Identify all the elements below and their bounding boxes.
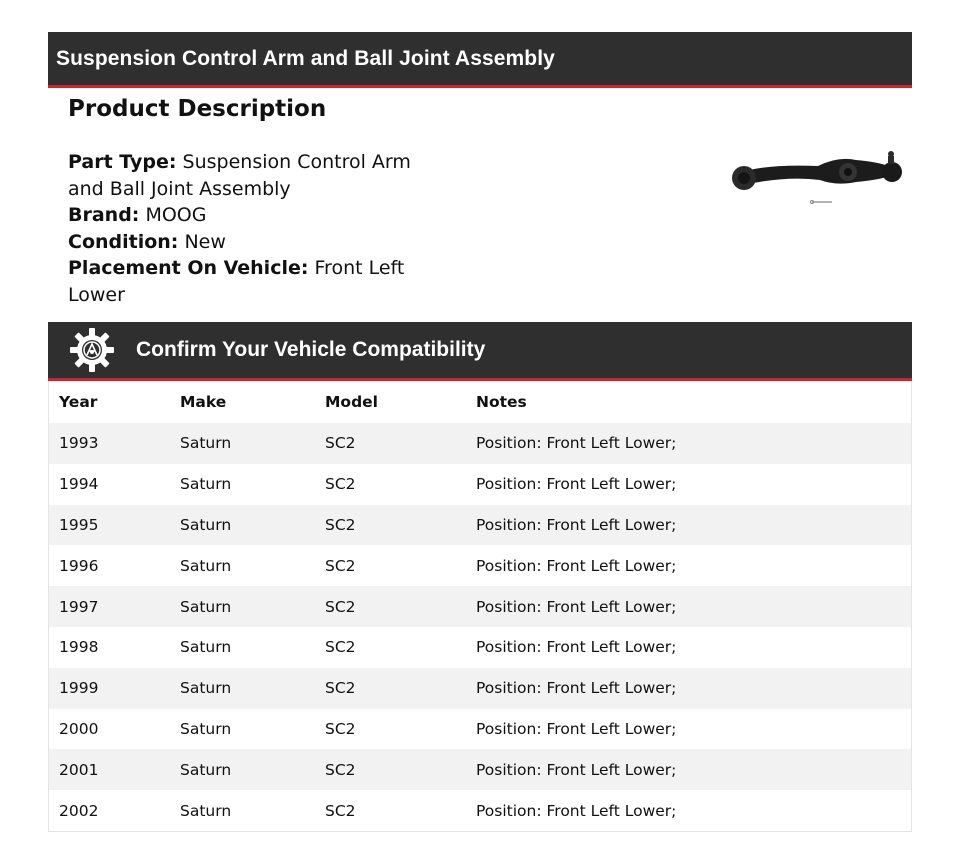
spec-label: Brand: bbox=[68, 204, 140, 226]
cell-make: Saturn bbox=[180, 679, 232, 698]
spec-brand bbox=[68, 202, 448, 229]
cell-year: 1995 bbox=[59, 515, 99, 534]
table-header-row bbox=[49, 381, 912, 423]
compatibility-table bbox=[48, 381, 912, 832]
table-row bbox=[49, 627, 912, 668]
cell-notes: Position: Front Left Lower; bbox=[476, 719, 677, 738]
cell-notes: Position: Front Left Lower; bbox=[476, 434, 677, 453]
cell-model: SC2 bbox=[325, 801, 356, 820]
spec-label: Placement On Vehicle: bbox=[68, 257, 309, 279]
cell-year: 2001 bbox=[59, 760, 99, 779]
cell-notes: Position: Front Left Lower; bbox=[476, 556, 677, 575]
cell-notes: Position: Front Left Lower; bbox=[476, 638, 677, 657]
cell-model: SC2 bbox=[325, 434, 356, 453]
cell-notes: Position: Front Left Lower; bbox=[476, 475, 677, 494]
compatibility-bar bbox=[48, 322, 912, 381]
cell-notes: Position: Front Left Lower; bbox=[476, 760, 677, 779]
gear-icon bbox=[68, 326, 116, 374]
cell-make: Saturn bbox=[180, 475, 232, 494]
column-header-year: Year bbox=[59, 393, 98, 411]
cell-year: 2000 bbox=[59, 719, 99, 738]
cell-make: Saturn bbox=[180, 556, 232, 575]
table-row bbox=[49, 749, 912, 790]
spec-part-type bbox=[68, 149, 448, 202]
spec-value: MOOG bbox=[145, 204, 207, 226]
cell-make: Saturn bbox=[180, 515, 232, 534]
table-row bbox=[49, 545, 912, 586]
product-description-section bbox=[48, 88, 912, 322]
cell-year: 1993 bbox=[59, 434, 99, 453]
table-row bbox=[49, 668, 912, 709]
cell-model: SC2 bbox=[325, 556, 356, 575]
cell-make: Saturn bbox=[180, 597, 232, 616]
spec-value: Front Left Lower bbox=[68, 257, 405, 306]
cell-year: 2002 bbox=[59, 801, 99, 820]
column-header-make: Make bbox=[180, 393, 227, 411]
cell-model: SC2 bbox=[325, 597, 356, 616]
table-row bbox=[49, 709, 912, 750]
cell-model: SC2 bbox=[325, 719, 356, 738]
cell-make: Saturn bbox=[180, 719, 232, 738]
spec-list bbox=[68, 149, 448, 308]
table-row bbox=[49, 586, 912, 627]
cell-model: SC2 bbox=[325, 679, 356, 698]
page-title: Suspension Control Arm and Ball Joint Assembly bbox=[56, 46, 555, 70]
cell-year: 1994 bbox=[59, 475, 99, 494]
description-heading: Product Description bbox=[68, 96, 327, 122]
cell-year: 1999 bbox=[59, 679, 99, 698]
cell-model: SC2 bbox=[325, 760, 356, 779]
title-bar bbox=[48, 32, 912, 88]
compatibility-title: Confirm Your Vehicle Compatibility bbox=[136, 338, 486, 361]
cell-notes: Position: Front Left Lower; bbox=[476, 515, 677, 534]
cell-make: Saturn bbox=[180, 760, 232, 779]
cell-make: Saturn bbox=[180, 434, 232, 453]
cell-notes: Position: Front Left Lower; bbox=[476, 801, 677, 820]
cell-model: SC2 bbox=[325, 515, 356, 534]
column-header-notes: Notes bbox=[476, 393, 527, 411]
table-row bbox=[49, 790, 912, 831]
spec-value: New bbox=[184, 230, 226, 253]
cell-model: SC2 bbox=[325, 638, 356, 657]
cell-make: Saturn bbox=[180, 801, 232, 820]
cell-year: 1996 bbox=[59, 556, 99, 575]
spec-label: Part Type: bbox=[68, 151, 177, 173]
cell-year: 1998 bbox=[59, 638, 99, 657]
cell-notes: Position: Front Left Lower; bbox=[476, 597, 677, 616]
table-row bbox=[49, 423, 912, 464]
spec-value: Suspension Control Arm and Ball Joint Assembly bbox=[68, 151, 411, 200]
cell-notes: Position: Front Left Lower; bbox=[476, 679, 677, 698]
cell-model: SC2 bbox=[325, 475, 356, 494]
spec-placement bbox=[68, 255, 448, 308]
cell-make: Saturn bbox=[180, 638, 232, 657]
spec-condition bbox=[68, 229, 448, 256]
product-listing bbox=[48, 32, 912, 832]
table-row bbox=[49, 464, 912, 505]
table-row bbox=[49, 505, 912, 546]
column-header-model: Model bbox=[325, 393, 378, 411]
spec-label: Condition: bbox=[68, 230, 179, 253]
control-arm-image bbox=[728, 150, 908, 214]
cell-year: 1997 bbox=[59, 597, 99, 616]
